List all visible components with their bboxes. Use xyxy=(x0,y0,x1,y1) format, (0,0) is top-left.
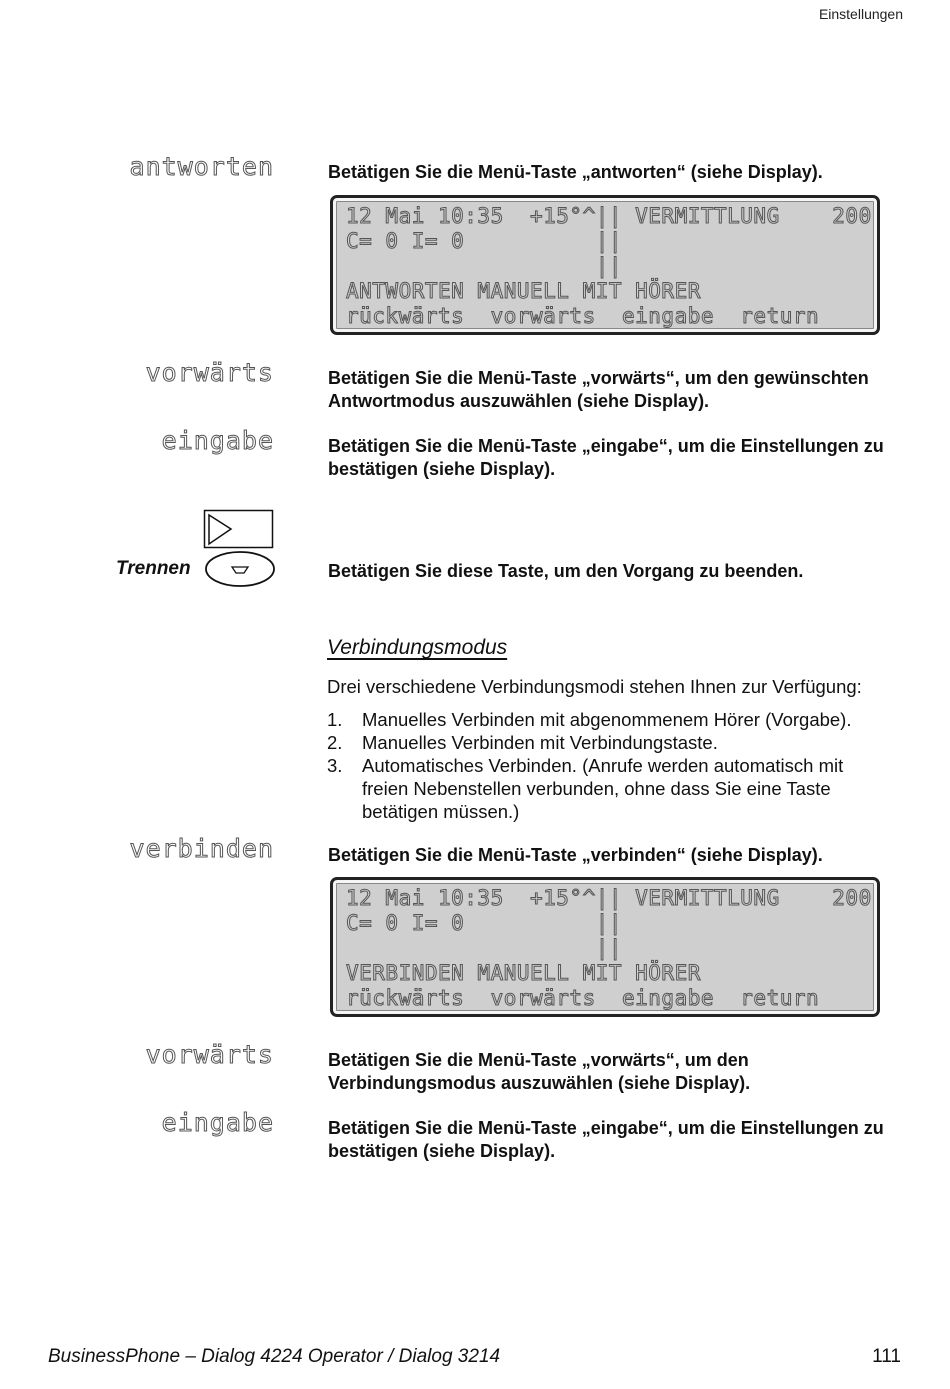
list-text: Manuelles Verbinden mit Verbindungstaste. xyxy=(362,732,718,753)
menu-key-vorwaerts: vorwärts xyxy=(145,1040,274,1069)
display-line: || xyxy=(346,936,623,960)
instruction-antworten: Betätigen Sie die Menü-Taste „antworten“ (siehe Display). xyxy=(328,162,823,182)
page-number: 111 xyxy=(872,1346,901,1367)
section-title: Verbindungsmodus xyxy=(327,636,508,659)
list-text: Automatisches Verbinden. (Anrufe werden automatisch mit freien Nebenstellen verbunden, ohne dass Sie eine Taste betätigen müssen.) xyxy=(362,755,844,822)
display-line: 12 Mai 10:35 +15°^|| VERMITTLUNG 200 xyxy=(346,204,872,228)
list-item xyxy=(327,708,887,731)
display-panel-antworten xyxy=(330,195,880,335)
list-item xyxy=(327,754,887,823)
menu-key-vorwaerts: vorwärts xyxy=(145,358,274,387)
page-header-section: Einstellungen xyxy=(818,6,903,22)
display-line: rückwärts vorwärts eingabe return xyxy=(346,304,820,328)
display-line: C= 0 I= 0 || xyxy=(346,229,623,253)
display-line: || xyxy=(346,254,623,278)
list-number: 3. xyxy=(327,755,343,776)
footer-title: BusinessPhone – Dialog 4224 Operator / Dialog 3214 xyxy=(48,1346,501,1367)
mode-list xyxy=(327,708,887,823)
trennen-label: Trennen xyxy=(116,558,191,579)
instruction-vorwaerts: Betätigen Sie die Menü-Taste „vorwärts“, um den Verbindungsmodus auszuwählen (siehe Display). xyxy=(328,1050,751,1093)
display-line: rückwärts vorwärts eingabe return xyxy=(346,986,820,1010)
section-intro: Drei verschiedene Verbindungsmodi stehen Ihnen zur Verfügung: xyxy=(327,676,862,697)
list-item xyxy=(327,731,887,754)
display-line: ANTWORTEN MANUELL MIT HÖRER xyxy=(346,279,701,303)
trennen-key-icon xyxy=(203,509,278,589)
instruction-trennen: Betätigen Sie diese Taste, um den Vorgang zu beenden. xyxy=(328,561,804,581)
instruction-vorwaerts: Betätigen Sie die Menü-Taste „vorwärts“, um den gewünschten Antwortmodus auszuwählen (siehe Display). xyxy=(328,368,869,411)
instruction-verbinden: Betätigen Sie die Menü-Taste „verbinden“ (siehe Display). xyxy=(328,845,823,865)
list-number: 1. xyxy=(327,709,343,730)
instruction-eingabe: Betätigen Sie die Menü-Taste „eingabe“, um die Einstellungen zu bestätigen (siehe Display). xyxy=(328,1118,884,1161)
display-line: C= 0 I= 0 || xyxy=(346,911,623,935)
menu-key-verbinden: verbinden xyxy=(129,834,274,863)
menu-key-eingabe: eingabe xyxy=(161,426,274,455)
menu-key-antworten: antworten xyxy=(129,152,274,181)
instruction-eingabe: Betätigen Sie die Menü-Taste „eingabe“, um die Einstellungen zu bestätigen (siehe Display). xyxy=(328,436,884,479)
display-panel-verbinden xyxy=(330,877,880,1017)
menu-key-eingabe: eingabe xyxy=(161,1108,274,1137)
list-text: Manuelles Verbinden mit abgenommenem Hörer (Vorgabe). xyxy=(362,709,852,730)
display-line: 12 Mai 10:35 +15°^|| VERMITTLUNG 200 xyxy=(346,886,872,910)
display-line: VERBINDEN MANUELL MIT HÖRER xyxy=(346,961,701,985)
list-number: 2. xyxy=(327,732,343,753)
